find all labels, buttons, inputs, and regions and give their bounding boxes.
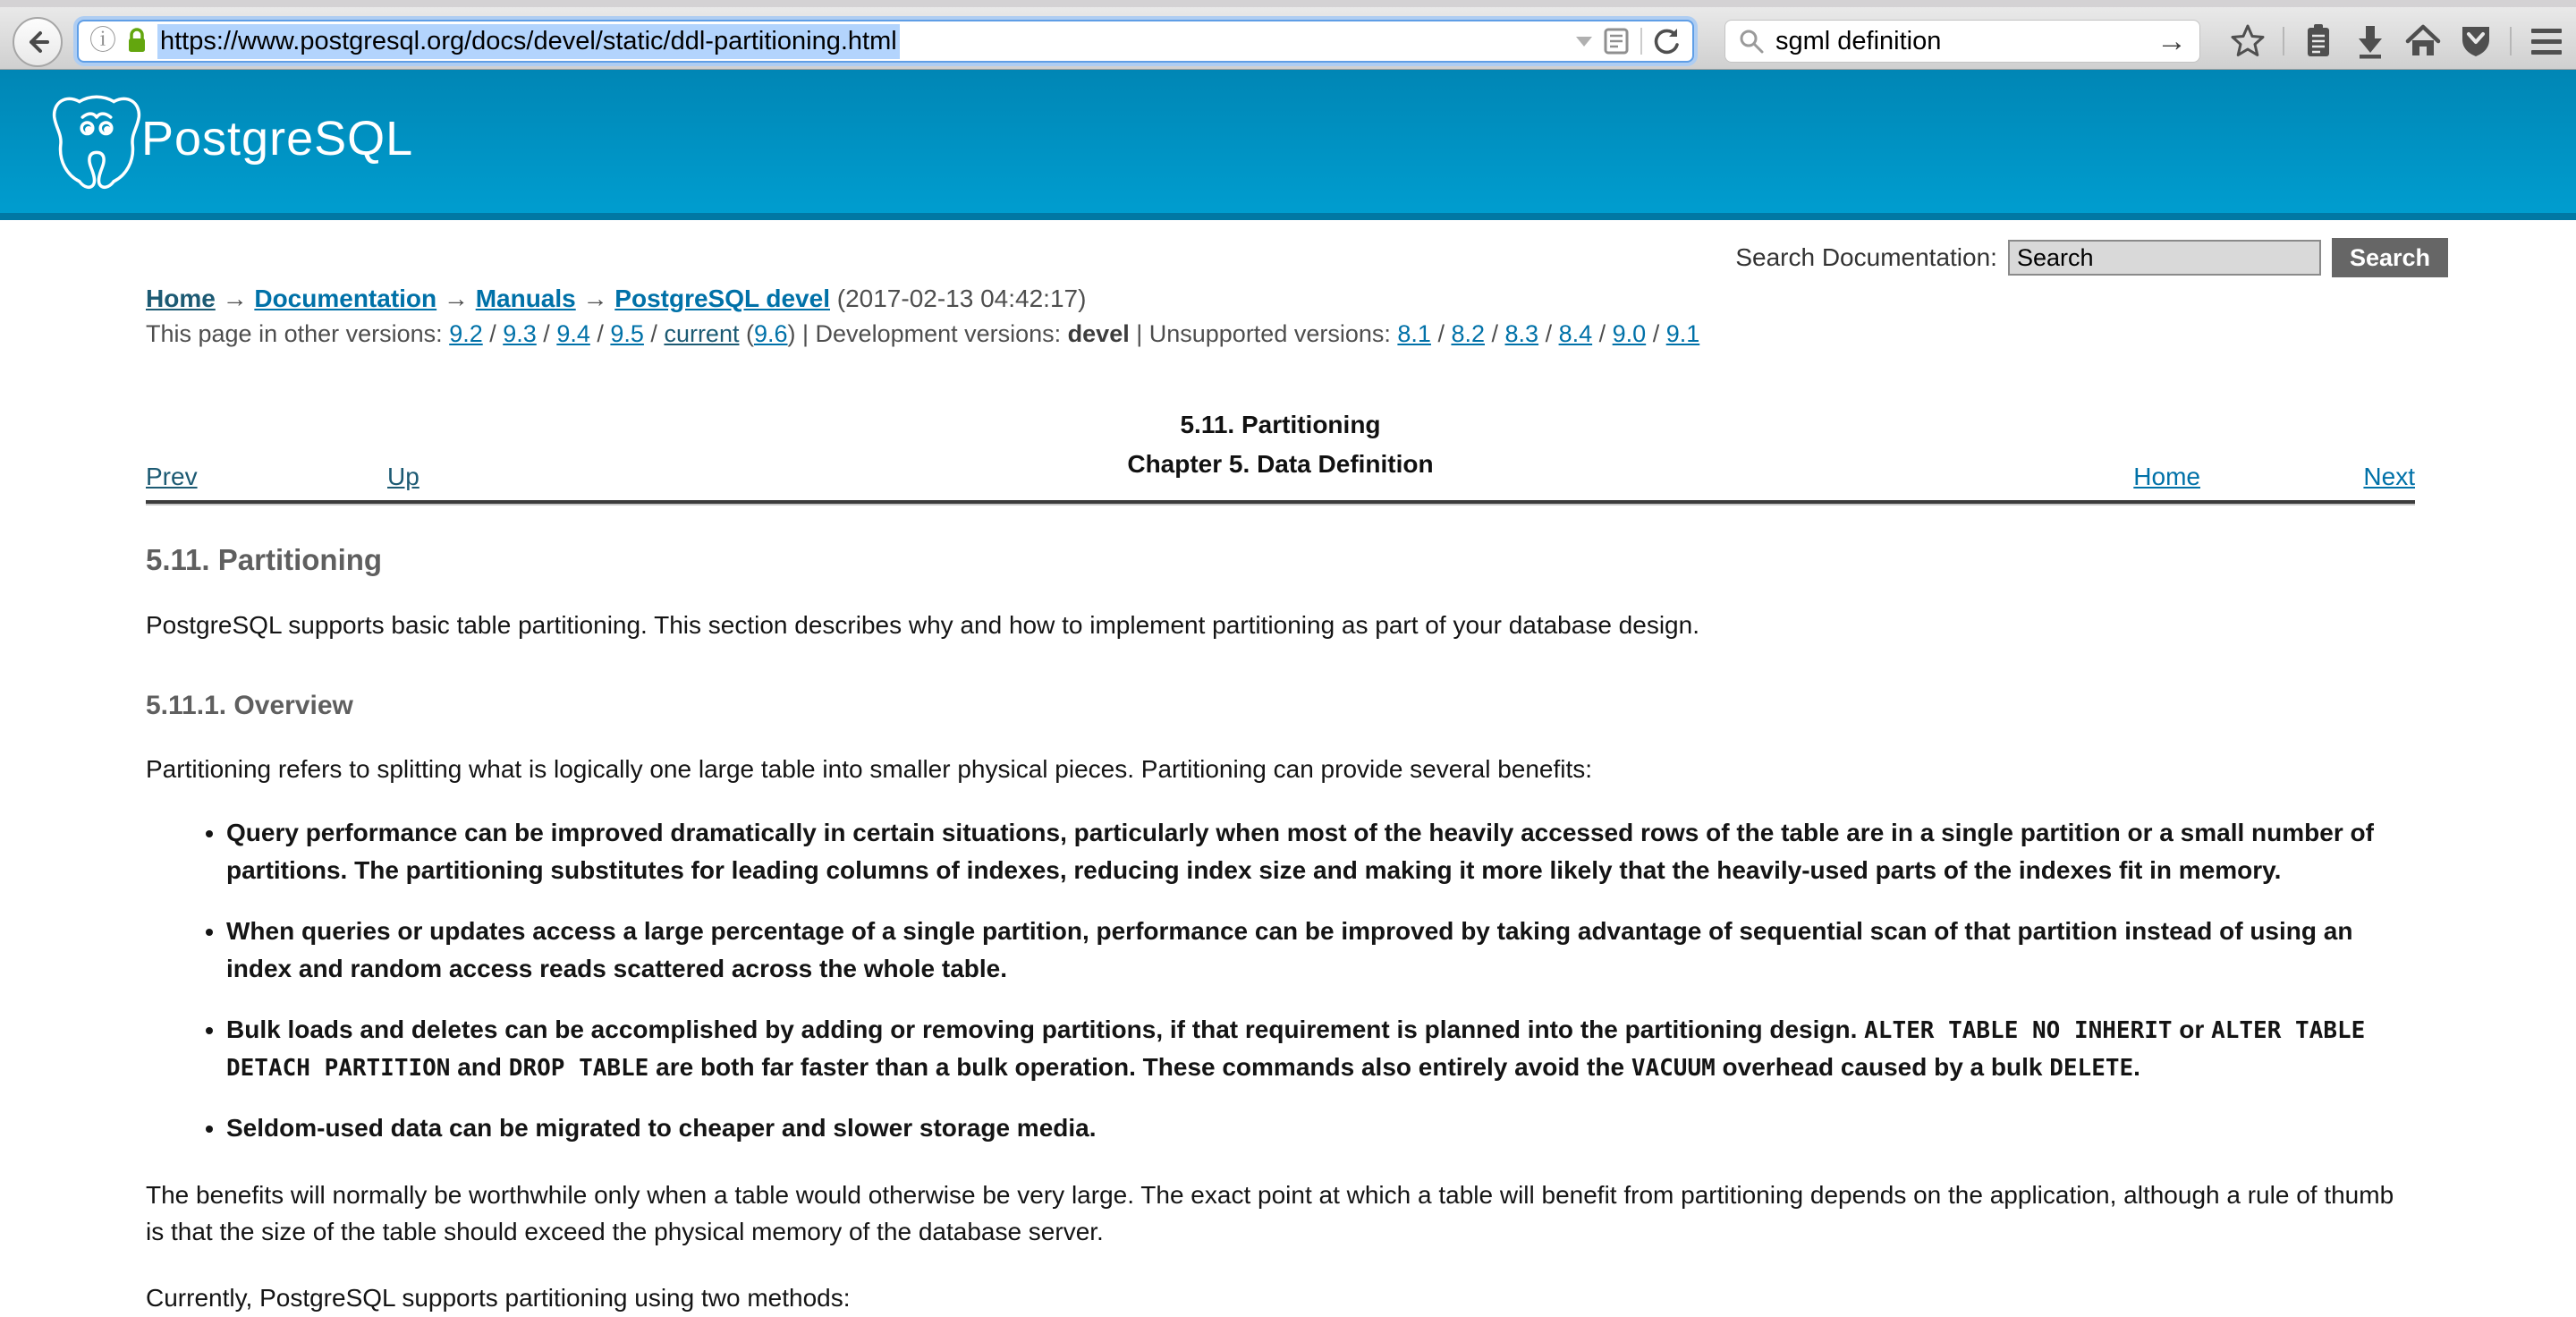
benefits-list [201, 814, 2411, 1147]
up-link[interactable]: Up [387, 463, 419, 490]
versions-line [146, 320, 2415, 348]
version-8-4-link[interactable]: 8.4 [1558, 320, 1593, 347]
version-9-4-link[interactable]: 9.4 [556, 320, 590, 347]
text-segment: VACUUM [1631, 1055, 1716, 1083]
search-icon [1738, 28, 1765, 55]
methods-intro-paragraph: Currently, PostgreSQL supports partitioning using two methods: [146, 1284, 851, 1313]
version-9-2-link[interactable]: 9.2 [449, 320, 483, 347]
breadcrumb-manuals-link[interactable]: Manuals [475, 285, 576, 312]
browser-search-input[interactable]: sgml definition [1775, 26, 1942, 55]
benefits-summary-paragraph: The benefits will normally be worthwhile only when a table would otherwise be very large. The exact point at which a table will benefit from partitioning depends on the application, although a rule of thumb is that the size of the table should exceed the physical memory of the database server. [146, 1181, 2394, 1245]
version-9-0-link[interactable]: 9.0 [1612, 320, 1647, 347]
version-current-link[interactable]: current [664, 320, 740, 347]
text-segment: / [1646, 320, 1666, 347]
text-segment: ( [739, 320, 754, 347]
text-segment: / [643, 320, 665, 347]
urlbar-dropdown-icon[interactable] [1576, 37, 1592, 47]
search-documentation-label: Search Documentation: [1735, 243, 1997, 271]
version-9-3-link[interactable]: 9.3 [503, 320, 537, 347]
doc-nav-header [146, 411, 2415, 504]
reload-icon[interactable] [1651, 26, 1682, 56]
prev-link[interactable]: Prev [146, 463, 198, 490]
search-documentation-input[interactable] [2008, 240, 2321, 276]
reader-mode-icon[interactable] [1601, 26, 1631, 56]
toolbar-icons [2229, 20, 2565, 63]
home-link[interactable]: Home [2133, 463, 2200, 490]
page-content [0, 238, 2576, 1317]
bookmark-star-icon[interactable] [2229, 22, 2267, 60]
https-lock-icon[interactable] [125, 27, 148, 55]
version-9-6-link[interactable]: 9.6 [753, 320, 788, 347]
text-segment: / [482, 320, 504, 347]
text-segment: ) | Development versions: [787, 320, 1068, 347]
text-segment: are both far faster than a bulk operation. These commands also entirely avoid the [648, 1053, 1631, 1082]
text-segment: DELETE [2049, 1055, 2134, 1083]
postgresql-elephant-logo [47, 89, 147, 195]
section-heading: 5.11. Partitioning [146, 543, 383, 576]
version-8-1-link[interactable]: 8.1 [1397, 320, 1431, 347]
text-segment: ALTER TABLE NO INHERIT [1864, 1017, 2173, 1045]
search-documentation-row [0, 238, 2448, 277]
breadcrumb [146, 285, 2415, 313]
downloads-icon[interactable] [2352, 22, 2388, 60]
browser-chrome [0, 0, 2576, 70]
text-segment: / [1485, 320, 1505, 347]
text-segment: . [2133, 1053, 2140, 1082]
back-arrow-icon [24, 29, 51, 55]
postgresql-wordmark: PostgreSQL [141, 112, 414, 166]
text-segment: This page in other versions: [146, 320, 450, 347]
tab-strip [0, 0, 2576, 7]
text-segment: / [1430, 320, 1452, 347]
bullet-item [226, 1011, 2411, 1086]
url-bar[interactable] [77, 20, 1694, 63]
breadcrumb-home-link[interactable]: Home [146, 285, 216, 312]
overview-heading: 5.11.1. Overview [146, 690, 353, 720]
intro-paragraph: PostgreSQL supports basic table partitioning. This section describes why and how to implement partitioning as part of your database design. [146, 611, 1699, 639]
breadcrumb-postgresql-devel-link[interactable]: PostgreSQL devel [614, 285, 830, 312]
text-segment: → [436, 285, 476, 312]
text-segment: overhead caused by a bulk [1715, 1053, 2050, 1082]
bookmarks-list-icon[interactable] [2301, 22, 2336, 60]
overview-paragraph: Partitioning refers to splitting what is logically one large table into smaller physical pieces. Partitioning can provide several benefits: [146, 754, 1593, 783]
search-documentation-button[interactable]: Search [2332, 238, 2448, 277]
page-info-icon[interactable]: ⓘ [89, 26, 116, 55]
text-segment: / [1592, 320, 1613, 347]
url-text[interactable]: https://www.postgresql.org/docs/devel/static/ddl-partitioning.html [157, 24, 900, 59]
version-9-1-link[interactable]: 9.1 [1665, 320, 1700, 347]
menu-icon[interactable] [2528, 25, 2565, 58]
bullet-item: • Seldom-used data can be migrated to cheaper and slower storage media. [226, 1109, 2411, 1147]
text-segment: DROP TABLE [508, 1055, 649, 1083]
version-8-3-link[interactable]: 8.3 [1504, 320, 1539, 347]
version-9-5-link[interactable]: 9.5 [610, 320, 644, 347]
browser-search-box[interactable] [1724, 20, 2200, 63]
text-segment: and [450, 1053, 509, 1082]
nav-chapter-title: Chapter 5. Data Definition [1127, 450, 1434, 478]
text-segment: ALTER TABLE DETACH PARTITION [226, 1017, 2366, 1083]
text-segment: / [589, 320, 611, 347]
text-segment: (2017-02-13 04:42:17) [829, 285, 1087, 312]
bullet-item: • Query performance can be improved dramatically in certain situations, particularly when most of the heavily accessed rows of the table are in a single partition or a small number of partitions. The partitioning substitutes for leading columns of indexes, reducing index size and making it more likely that the heavily-used parts of the indexes fit in memory. [226, 814, 2411, 889]
pocket-icon[interactable] [2458, 22, 2494, 60]
text-segment: → [575, 285, 615, 312]
text-segment: → [215, 285, 255, 312]
version-8-2-link[interactable]: 8.2 [1451, 320, 1485, 347]
browser-toolbar [0, 7, 2576, 70]
text-segment: / [536, 320, 557, 347]
urlbar-separator [1640, 28, 1642, 55]
bullet-item: • When queries or updates access a large percentage of a single partition, performance can be improved by taking advantage of sequential scan of that partition instead of using an index and random access reads scattered across the whole table. [226, 913, 2411, 988]
text-segment: / [1538, 320, 1559, 347]
text-segment: devel [1067, 320, 1130, 347]
site-header [0, 70, 2576, 220]
nav-section-title: 5.11. Partitioning [1180, 411, 1381, 438]
text-segment: | Unsupported versions: [1129, 320, 1398, 347]
text-segment: Bulk loads and deletes can be accomplished by adding or removing partitions, if that requirement is planned into the partitioning design. [226, 1015, 1865, 1044]
next-link[interactable]: Next [2363, 463, 2415, 490]
toolbar-separator [2510, 27, 2512, 55]
search-go-icon[interactable]: → [2157, 24, 2187, 58]
home-icon[interactable] [2404, 22, 2442, 60]
toolbar-separator [2283, 27, 2284, 55]
text-segment: or [2172, 1015, 2212, 1044]
back-button[interactable] [13, 17, 63, 67]
breadcrumb-documentation-link[interactable]: Documentation [254, 285, 437, 312]
